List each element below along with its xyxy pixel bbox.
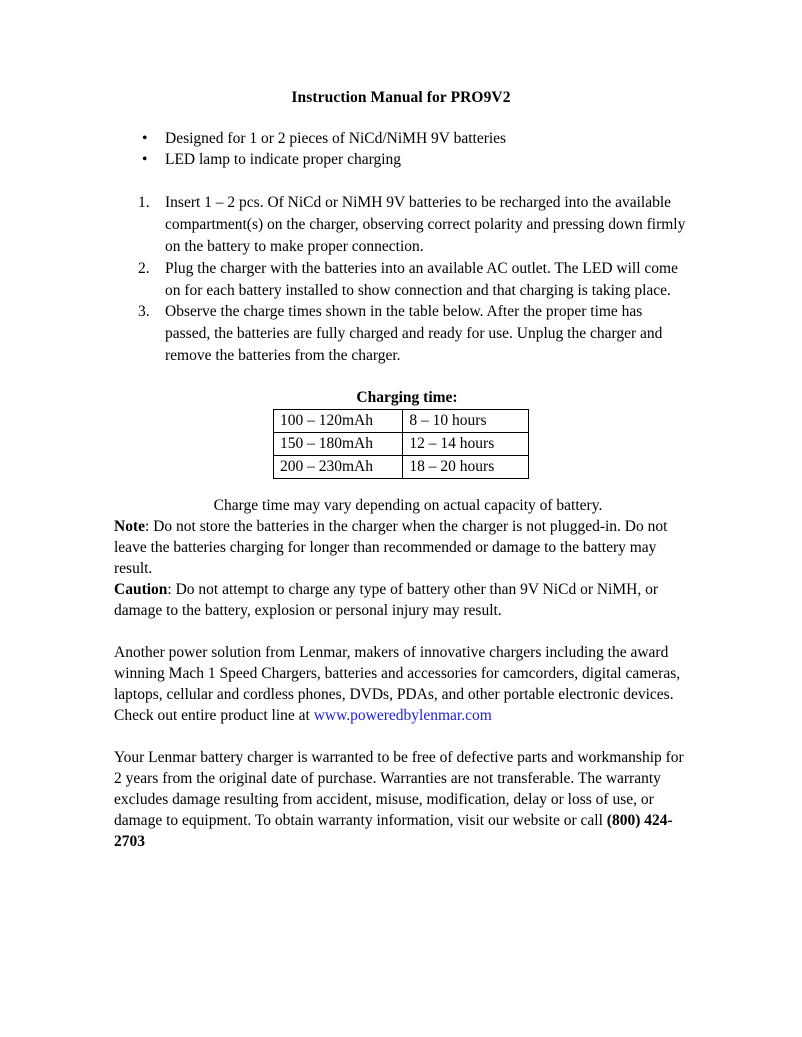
cell-capacity: 200 – 230mAh — [274, 455, 403, 478]
step-number: 3. — [138, 303, 150, 321]
lenmar-website-link[interactable]: www.poweredbylenmar.com — [313, 706, 492, 724]
charging-time-table — [273, 409, 529, 479]
promo-paragraph — [114, 642, 688, 726]
list-item — [114, 192, 688, 257]
instruction-steps — [114, 192, 688, 366]
cell-time: 12 – 14 hours — [403, 432, 529, 455]
cell-time: 8 – 10 hours — [403, 409, 529, 432]
caution-text: Do not attempt to charge any type of battery other than 9V NiCd or NiMH, or damage to the battery, explosion or personal injury may result. — [114, 580, 659, 619]
table-row — [274, 432, 529, 455]
cell-capacity: 100 – 120mAh — [274, 409, 403, 432]
step-text: Observe the charge times shown in the table below. After the proper time has passed, the batteries are fully charged and ready for use. Unplug the charger and remove the batteries from the charger. — [165, 303, 663, 364]
warranty-text: Your Lenmar battery charger is warranted to be free of defective parts and workmanship for 2 years from the original date of purchase. Warranties are not transferable. The warranty excludes damage resulting from accident, misuse, modification, delay or loss of use, or damage to equipment. To obtain warranty information, visit our website or call — [114, 748, 684, 829]
promo-text: Another power solution from Lenmar, makers of innovative chargers including the award winning Mach 1 Speed Chargers, batteries and accessories for camcorders, digital cameras, laptops, cellular and cordless phones, DVDs, PDAs, and other portable electronic devices. Check out entire product line at — [114, 643, 681, 724]
charging-time-section — [114, 389, 688, 479]
step-number: 1. — [138, 194, 150, 212]
feature-text: LED lamp to indicate proper charging — [165, 150, 402, 168]
caution-label: Caution — [114, 580, 168, 598]
step-text: Plug the charger with the batteries into an available AC outlet. The LED will come on for each battery installed to show connection and that charging is taking place. — [165, 259, 678, 299]
charge-time-disclaimer: Charge time may vary depending on actual capacity of battery. — [213, 496, 603, 514]
feature-text: Designed for 1 or 2 pieces of NiCd/NiMH 9V batteries — [165, 130, 507, 148]
note-paragraph — [114, 516, 688, 579]
page-title: Instruction Manual for PRO9V2 — [291, 89, 511, 106]
support-phone-number: (800) 424-2703 — [114, 811, 673, 850]
notes-section — [114, 495, 688, 621]
caution-separator: : — [167, 580, 176, 598]
bullet-icon: • — [142, 150, 148, 168]
note-text: Do not store the batteries in the charger when the charger is not plugged-in. Do not leave the batteries charging for longer than recommended or damage to the battery may result. — [114, 517, 668, 577]
bullet-icon: • — [142, 130, 148, 148]
step-number: 2. — [138, 259, 150, 277]
list-item — [114, 150, 688, 171]
document-body — [114, 88, 688, 852]
cell-time: 18 – 20 hours — [403, 455, 529, 478]
note-label: Note — [114, 517, 145, 535]
list-item — [114, 129, 688, 150]
table-row — [274, 409, 529, 432]
step-text: Insert 1 – 2 pcs. Of NiCd or NiMH 9V batteries to be recharged into the available compartment(s) on the charger, observing correct polarity and pressing down firmly on the battery to make proper connection. — [165, 194, 686, 255]
list-item — [114, 258, 688, 302]
cell-capacity: 150 – 180mAh — [274, 432, 403, 455]
caution-paragraph — [114, 579, 688, 621]
note-separator: : — [145, 517, 154, 535]
warranty-paragraph — [114, 747, 688, 852]
table-row — [274, 455, 529, 478]
list-item — [114, 301, 688, 366]
feature-list — [114, 129, 688, 170]
table-caption: Charging time: — [356, 388, 458, 406]
